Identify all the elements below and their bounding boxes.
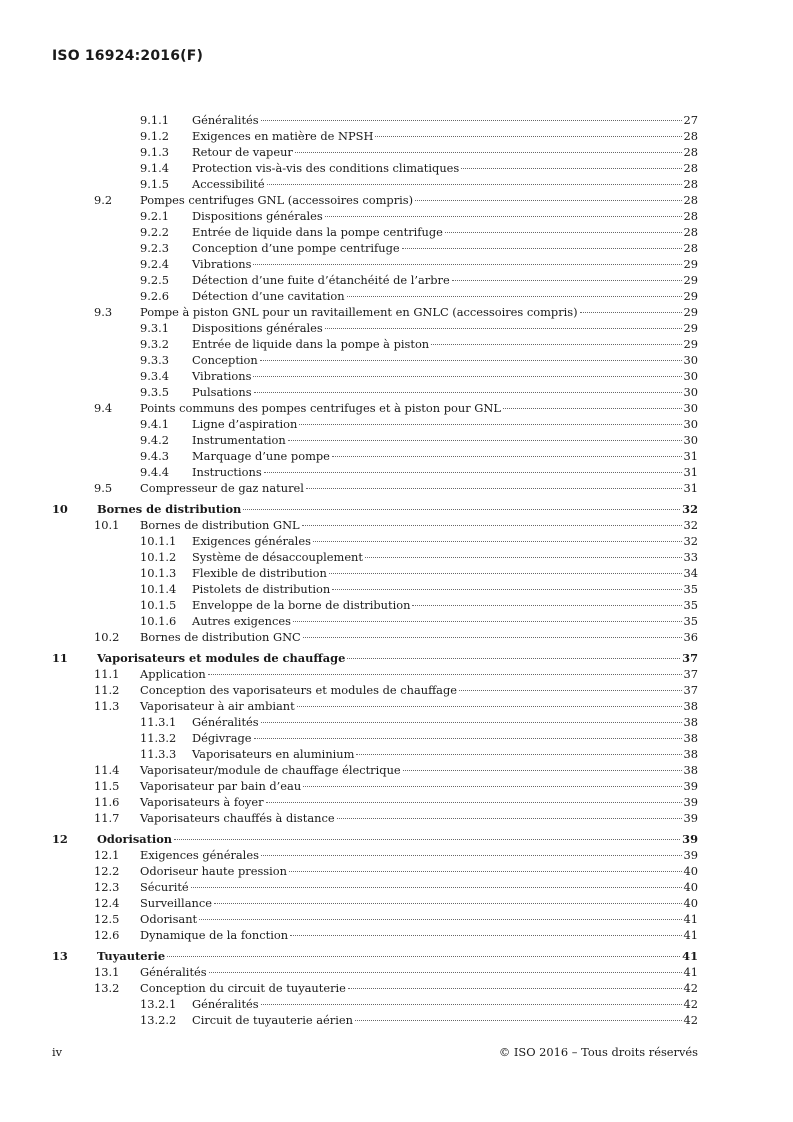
toc-entry-number: 9.3 <box>94 305 113 319</box>
toc-entry-page[interactable]: 28 <box>683 193 698 207</box>
toc-entry-number: 9.2.6 <box>140 289 169 303</box>
toc-entry-title[interactable]: Circuit de tuyauterie aérien <box>192 1013 353 1027</box>
toc-entry-title[interactable]: Exigences en matière de NPSH <box>192 129 374 143</box>
toc-subsection-entry[interactable] <box>52 613 698 629</box>
toc-entry-page[interactable]: 41 <box>683 965 698 979</box>
toc-entry-number: 10.1.2 <box>140 550 177 564</box>
toc-entry-title[interactable]: Dynamique de la fonction <box>140 928 289 942</box>
toc-entry-number: 12.2 <box>94 864 120 878</box>
toc-entry-title[interactable]: Conception <box>192 353 258 367</box>
toc-entry-title[interactable]: Pompe à piston GNL pour un ravitaillement en GNLC (accessoires compris) <box>140 305 578 319</box>
toc-entry-title[interactable]: Bornes de distribution GNL <box>140 518 300 532</box>
toc-entry-number: 9.3.2 <box>140 337 169 351</box>
toc-dot-leader <box>313 541 682 542</box>
toc-entry-title[interactable]: Dispositions générales <box>192 321 323 335</box>
toc-entry-number: 12.1 <box>94 848 120 862</box>
toc-dot-leader <box>375 136 681 137</box>
toc-entry-number: 11.5 <box>94 779 120 793</box>
toc-entry-page[interactable]: 38 <box>683 763 698 777</box>
toc-dot-leader <box>253 264 681 265</box>
toc-section-entry[interactable] <box>52 794 698 810</box>
toc-subsection-entry[interactable] <box>52 256 698 272</box>
toc-dot-leader <box>266 802 682 803</box>
toc-dot-leader <box>209 972 682 973</box>
toc-entry-page[interactable]: 34 <box>683 566 698 580</box>
toc-section-entry[interactable] <box>52 517 698 533</box>
toc-entry-page[interactable]: 28 <box>683 161 698 175</box>
toc-entry-number: 9.4.3 <box>140 449 169 463</box>
toc-entry-title[interactable]: Généralités <box>192 997 259 1011</box>
toc-entry-number: 11.7 <box>94 811 120 825</box>
toc-entry-number: 9.4.1 <box>140 417 169 431</box>
toc-dot-leader <box>302 525 682 526</box>
toc-dot-leader <box>253 376 681 377</box>
toc-dot-leader <box>254 392 682 393</box>
toc-entry-page[interactable]: 29 <box>683 321 698 335</box>
toc-entry-title[interactable]: Ligne d’aspiration <box>192 417 298 431</box>
toc-section-entry[interactable] <box>52 895 698 911</box>
toc-entry-page[interactable]: 29 <box>683 289 698 303</box>
toc-dot-leader <box>415 200 681 201</box>
toc-dot-leader <box>459 690 681 691</box>
toc-entry-page[interactable]: 29 <box>683 337 698 351</box>
toc-entry-number: 11.3 <box>94 699 120 713</box>
toc-section-entry[interactable] <box>52 762 698 778</box>
toc-entry-title[interactable]: Dégivrage <box>192 731 252 745</box>
toc-entry-number: 13.1 <box>94 965 120 979</box>
toc-entry-number: 10.1.1 <box>140 534 177 548</box>
toc-subsection-entry[interactable] <box>52 208 698 224</box>
toc-dot-leader <box>403 770 682 771</box>
toc-entry-page[interactable]: 40 <box>683 896 698 910</box>
toc-entry-page[interactable]: 41 <box>682 949 698 963</box>
toc-entry-title[interactable]: Conception du circuit de tuyauterie <box>140 981 346 995</box>
toc-dot-leader <box>461 168 681 169</box>
toc-entry-title[interactable]: Retour de vapeur <box>192 145 293 159</box>
toc-entry-page[interactable]: 28 <box>683 241 698 255</box>
toc-entry-page[interactable]: 30 <box>683 369 698 383</box>
toc-dot-leader <box>332 456 682 457</box>
toc-entry-number: 12.4 <box>94 896 120 910</box>
toc-section-entry[interactable] <box>52 847 698 863</box>
toc-section-entry[interactable] <box>52 304 698 320</box>
toc-entry-number: 10 <box>52 502 68 516</box>
toc-entry-title[interactable]: Détection d’une fuite d’étanchéité de l’arbre <box>192 273 450 287</box>
toc-entry-page[interactable]: 42 <box>683 981 698 995</box>
toc-dot-leader <box>580 312 682 313</box>
toc-entry-page[interactable]: 35 <box>683 614 698 628</box>
toc-entry-number: 9.5 <box>94 481 113 495</box>
toc-entry-number: 9.4 <box>94 401 113 415</box>
toc-entry-title[interactable]: Conception des vaporisateurs et modules de chauffage <box>140 683 458 697</box>
toc-chapter-entry[interactable] <box>52 501 698 517</box>
toc-subsection-entry[interactable] <box>52 597 698 613</box>
toc-entry-number: 12.5 <box>94 912 120 926</box>
toc-subsection-entry[interactable] <box>52 144 698 160</box>
toc-dot-leader <box>332 589 681 590</box>
toc-subsection-entry[interactable] <box>52 416 698 432</box>
toc-entry-page[interactable]: 28 <box>683 225 698 239</box>
toc-chapter-entry[interactable] <box>52 948 698 964</box>
toc-entry-title[interactable]: Vaporisateurs à foyer <box>140 795 264 809</box>
toc-dot-leader <box>347 296 682 297</box>
toc-entry-page[interactable]: 32 <box>682 502 698 516</box>
toc-entry-number: 11.6 <box>94 795 120 809</box>
toc-entry-title[interactable]: Odoriseur haute pression <box>140 864 287 878</box>
toc-dot-leader <box>261 855 682 856</box>
toc-section-entry[interactable] <box>52 666 698 682</box>
toc-entry-page[interactable]: 30 <box>683 385 698 399</box>
toc-dot-leader <box>303 637 682 638</box>
toc-section-entry[interactable] <box>52 629 698 645</box>
toc-subsection-entry[interactable] <box>52 714 698 730</box>
toc-entry-title[interactable]: Entrée de liquide dans la pompe à piston <box>192 337 430 351</box>
toc-entry-number: 11.2 <box>94 683 120 697</box>
toc-entry-title[interactable]: Surveillance <box>140 896 212 910</box>
toc-entry-title[interactable]: Sécurité <box>140 880 189 894</box>
toc-entry-page[interactable]: 31 <box>683 481 698 495</box>
toc-entry-page[interactable]: 41 <box>683 928 698 942</box>
toc-entry-title[interactable]: Compresseur de gaz naturel <box>140 481 304 495</box>
toc-entry-title[interactable]: Dispositions générales <box>192 209 323 223</box>
toc-dot-leader <box>174 839 680 840</box>
toc-entry-title[interactable]: Flexible de distribution <box>192 566 327 580</box>
toc-dot-leader <box>412 605 681 606</box>
toc-entry-number: 9.1.5 <box>140 177 169 191</box>
toc-chapter-entry[interactable] <box>52 831 698 847</box>
toc-entry-page[interactable]: 28 <box>683 145 698 159</box>
toc-dot-leader <box>303 786 681 787</box>
toc-entry-page[interactable]: 30 <box>683 417 698 431</box>
toc-entry-number: 11.3.1 <box>140 715 177 729</box>
toc-section-entry[interactable] <box>52 400 698 416</box>
toc-section-entry[interactable] <box>52 927 698 943</box>
toc-entry-title[interactable]: Autres exigences <box>192 614 291 628</box>
toc-entry-number: 11 <box>52 651 68 665</box>
toc-subsection-entry[interactable] <box>52 432 698 448</box>
toc-subsection-entry[interactable] <box>52 320 698 336</box>
toc-entry-page[interactable]: 39 <box>683 795 698 809</box>
toc-dot-leader <box>325 328 682 329</box>
toc-entry-title[interactable]: Bornes de distribution <box>97 502 242 516</box>
toc-dot-leader <box>290 935 681 936</box>
toc-section-entry[interactable] <box>52 682 698 698</box>
toc-entry-page[interactable]: 31 <box>683 465 698 479</box>
toc-entry-number: 9.2.2 <box>140 225 169 239</box>
toc-subsection-entry[interactable] <box>52 384 698 400</box>
toc-dot-leader <box>503 408 682 409</box>
toc-entry-number: 9.3.4 <box>140 369 169 383</box>
toc-subsection-entry[interactable] <box>52 336 698 352</box>
toc-dot-leader <box>261 1004 682 1005</box>
toc-entry-title[interactable]: Pulsations <box>192 385 252 399</box>
toc-subsection-entry[interactable] <box>52 746 698 762</box>
toc-entry-number: 10.2 <box>94 630 120 644</box>
toc-dot-leader <box>325 216 682 217</box>
toc-entry-page[interactable]: 28 <box>683 129 698 143</box>
toc-dot-leader <box>288 440 682 441</box>
toc-entry-page[interactable]: 36 <box>683 630 698 644</box>
toc-entry-page[interactable]: 38 <box>683 747 698 761</box>
toc-entry-page[interactable]: 42 <box>683 1013 698 1027</box>
toc-dot-leader <box>348 988 682 989</box>
toc-entry-title[interactable]: Système de désaccouplement <box>192 550 363 564</box>
toc-subsection-entry[interactable] <box>52 240 698 256</box>
toc-dot-leader <box>297 706 682 707</box>
toc-entry-title[interactable]: Pistolets de distribution <box>192 582 331 596</box>
toc-entry-number: 12.3 <box>94 880 120 894</box>
toc-chapter-entry[interactable] <box>52 650 698 666</box>
toc-dot-leader <box>243 509 680 510</box>
toc-entry-page[interactable]: 40 <box>683 864 698 878</box>
toc-entry-number: 9.1.3 <box>140 145 169 159</box>
document-title: ISO 16924:2016(F) <box>52 48 204 64</box>
toc-entry-number: 9.3.3 <box>140 353 169 367</box>
toc-subsection-entry[interactable] <box>52 1012 698 1028</box>
toc-entry-page[interactable]: 27 <box>683 113 698 127</box>
toc-entry-number: 13.2.2 <box>140 1013 177 1027</box>
toc-dot-leader <box>264 472 682 473</box>
toc-entry-title[interactable]: Bornes de distribution GNC <box>140 630 301 644</box>
toc-entry-number: 12.6 <box>94 928 120 942</box>
toc-entry-page[interactable]: 38 <box>683 699 698 713</box>
toc-subsection-entry[interactable] <box>52 224 698 240</box>
toc-entry-page[interactable]: 42 <box>683 997 698 1011</box>
toc-subsection-entry[interactable] <box>52 730 698 746</box>
toc-dot-leader <box>306 488 682 489</box>
toc-entry-page[interactable]: 39 <box>683 848 698 862</box>
toc-dot-leader <box>293 621 682 622</box>
toc-entry-number: 13.2 <box>94 981 120 995</box>
toc-dot-leader <box>445 232 682 233</box>
toc-entry-title[interactable]: Vaporisateurs en aluminium <box>192 747 355 761</box>
toc-entry-number: 9.1.4 <box>140 161 169 175</box>
toc-entry-page[interactable]: 38 <box>683 715 698 729</box>
toc-subsection-entry[interactable] <box>52 368 698 384</box>
toc-entry-number: 13.2.1 <box>140 997 177 1011</box>
toc-entry-title[interactable]: Vaporisateur/module de chauffage électrique <box>140 763 401 777</box>
toc-dot-leader <box>167 956 680 957</box>
toc-entry-page[interactable]: 30 <box>683 433 698 447</box>
toc-subsection-entry[interactable] <box>52 112 698 128</box>
toc-entry-page[interactable]: 35 <box>683 582 698 596</box>
toc-entry-title[interactable]: Accessibilité <box>192 177 265 191</box>
toc-entry-title[interactable]: Généralités <box>140 965 207 979</box>
toc-dot-leader <box>267 184 682 185</box>
toc-section-entry[interactable] <box>52 698 698 714</box>
toc-dot-leader <box>260 360 682 361</box>
toc-entry-title[interactable]: Vaporisateurs et modules de chauffage <box>97 651 346 665</box>
toc-dot-leader <box>355 1020 682 1021</box>
toc-entry-title[interactable]: Généralités <box>192 715 259 729</box>
toc-entry-title[interactable]: Exigences générales <box>140 848 259 862</box>
toc-entry-page[interactable]: 29 <box>683 257 698 271</box>
toc-entry-page[interactable]: 29 <box>683 305 698 319</box>
toc-section-entry[interactable] <box>52 863 698 879</box>
toc-section-entry[interactable] <box>52 911 698 927</box>
toc-entry-title[interactable]: Marquage d’une pompe <box>192 449 330 463</box>
toc-entry-number: 10.1.6 <box>140 614 177 628</box>
toc-dot-leader <box>261 120 682 121</box>
toc-entry-page[interactable]: 29 <box>683 273 698 287</box>
toc-entry-number: 9.2.3 <box>140 241 169 255</box>
toc-subsection-entry[interactable] <box>52 581 698 597</box>
toc-section-entry[interactable] <box>52 192 698 208</box>
toc-entry-title[interactable]: Odorisant <box>140 912 198 926</box>
toc-entry-title[interactable]: Généralités <box>192 113 259 127</box>
toc-subsection-entry[interactable] <box>52 176 698 192</box>
toc-entry-page[interactable]: 30 <box>683 401 698 415</box>
toc-section-entry[interactable] <box>52 810 698 826</box>
toc-entry-number: 12 <box>52 832 68 846</box>
toc-entry-page[interactable]: 32 <box>683 534 698 548</box>
toc-entry-number: 10.1.3 <box>140 566 177 580</box>
toc-subsection-entry[interactable] <box>52 160 698 176</box>
toc-subsection-entry[interactable] <box>52 996 698 1012</box>
toc-subsection-entry[interactable] <box>52 549 698 565</box>
toc-dot-leader <box>329 573 682 574</box>
toc-entry-number: 11.4 <box>94 763 120 777</box>
toc-dot-leader <box>295 152 682 153</box>
toc-entry-page[interactable]: 39 <box>682 832 698 846</box>
toc-dot-leader <box>299 424 681 425</box>
toc-entry-title[interactable]: Tuyauterie <box>97 949 166 963</box>
toc-entry-page[interactable]: 37 <box>682 651 698 665</box>
toc-entry-number: 9.2.5 <box>140 273 169 287</box>
toc-entry-number: 9.4.4 <box>140 465 169 479</box>
toc-entry-title[interactable]: Instructions <box>192 465 262 479</box>
toc-entry-title[interactable]: Vaporisateur par bain d’eau <box>140 779 302 793</box>
toc-entry-number: 11.3.2 <box>140 731 177 745</box>
toc-entry-number: 13 <box>52 949 68 963</box>
toc-dot-leader <box>337 818 682 819</box>
toc-section-entry[interactable] <box>52 964 698 980</box>
toc-entry-page[interactable]: 28 <box>683 209 698 223</box>
toc-entry-page[interactable]: 40 <box>683 880 698 894</box>
toc-entry-page[interactable]: 39 <box>683 811 698 825</box>
toc-entry-title[interactable]: Vaporisateurs chauffés à distance <box>140 811 335 825</box>
toc-entry-page[interactable]: 38 <box>683 731 698 745</box>
toc-entry-title[interactable]: Vibrations <box>192 257 252 271</box>
toc-entry-page[interactable]: 28 <box>683 177 698 191</box>
toc-dot-leader <box>214 903 682 904</box>
toc-entry-title[interactable]: Pompes centrifuges GNL (accessoires compris) <box>140 193 414 207</box>
toc-entry-number: 9.1.1 <box>140 113 169 127</box>
toc-subsection-entry[interactable] <box>52 272 698 288</box>
toc-subsection-entry[interactable] <box>52 533 698 549</box>
toc-entry-page[interactable]: 32 <box>683 518 698 532</box>
toc-subsection-entry[interactable] <box>52 448 698 464</box>
toc-entry-number: 10.1 <box>94 518 120 532</box>
toc-entry-title[interactable]: Odorisation <box>97 832 173 846</box>
toc-dot-leader <box>452 280 682 281</box>
toc-dot-leader <box>199 919 681 920</box>
toc-dot-leader <box>431 344 681 345</box>
toc-entry-page[interactable]: 33 <box>683 550 698 564</box>
toc-entry-title[interactable]: Protection vis-à-vis des conditions climatiques <box>192 161 460 175</box>
toc-entry-page[interactable]: 35 <box>683 598 698 612</box>
toc-entry-title[interactable]: Exigences générales <box>192 534 311 548</box>
toc-entry-page[interactable]: 31 <box>683 449 698 463</box>
toc-dot-leader <box>208 674 682 675</box>
toc-entry-title[interactable]: Application <box>140 667 206 681</box>
toc-entry-number: 9.3.5 <box>140 385 169 399</box>
toc-entry-number: 9.3.1 <box>140 321 169 335</box>
toc-dot-leader <box>347 658 680 659</box>
copyright-notice: © ISO 2016 – Tous droits réservés <box>498 1045 698 1059</box>
toc-dot-leader <box>365 557 682 558</box>
toc-dot-leader <box>254 738 682 739</box>
toc-entry-page[interactable]: 37 <box>683 683 698 697</box>
toc-subsection-entry[interactable] <box>52 288 698 304</box>
toc-subsection-entry[interactable] <box>52 565 698 581</box>
toc-entry-title[interactable]: Détection d’une cavitation <box>192 289 345 303</box>
toc-section-entry[interactable] <box>52 480 698 496</box>
toc-entry-number: 11.3.3 <box>140 747 177 761</box>
toc-entry-title[interactable]: Vibrations <box>192 369 252 383</box>
toc-entry-title[interactable]: Points communs des pompes centrifuges et à piston pour GNL <box>140 401 501 415</box>
table-of-contents <box>52 112 698 1028</box>
toc-entry-page[interactable]: 41 <box>683 912 698 926</box>
toc-entry-page[interactable]: 30 <box>683 353 698 367</box>
toc-entry-title[interactable]: Conception d’une pompe centrifuge <box>192 241 400 255</box>
toc-dot-leader <box>191 887 682 888</box>
toc-entry-number: 9.2 <box>94 193 113 207</box>
toc-entry-title[interactable]: Vaporisateur à air ambiant <box>140 699 295 713</box>
toc-dot-leader <box>261 722 682 723</box>
toc-entry-number: 10.1.4 <box>140 582 177 596</box>
toc-entry-page[interactable]: 37 <box>683 667 698 681</box>
toc-entry-page[interactable]: 39 <box>683 779 698 793</box>
toc-subsection-entry[interactable] <box>52 464 698 480</box>
page-number: iv <box>52 1045 63 1059</box>
toc-entry-number: 9.2.1 <box>140 209 169 223</box>
toc-dot-leader <box>356 754 681 755</box>
toc-subsection-entry[interactable] <box>52 352 698 368</box>
toc-subsection-entry[interactable] <box>52 128 698 144</box>
toc-entry-number: 9.4.2 <box>140 433 169 447</box>
toc-section-entry[interactable] <box>52 778 698 794</box>
toc-entry-title[interactable]: Instrumentation <box>192 433 286 447</box>
toc-dot-leader <box>289 871 682 872</box>
toc-entry-title[interactable]: Enveloppe de la borne de distribution <box>192 598 411 612</box>
toc-section-entry[interactable] <box>52 879 698 895</box>
toc-section-entry[interactable] <box>52 980 698 996</box>
toc-entry-number: 9.2.4 <box>140 257 169 271</box>
toc-entry-number: 10.1.5 <box>140 598 177 612</box>
toc-dot-leader <box>402 248 682 249</box>
toc-entry-title[interactable]: Entrée de liquide dans la pompe centrifuge <box>192 225 443 239</box>
toc-entry-number: 11.1 <box>94 667 120 681</box>
toc-entry-number: 9.1.2 <box>140 129 169 143</box>
